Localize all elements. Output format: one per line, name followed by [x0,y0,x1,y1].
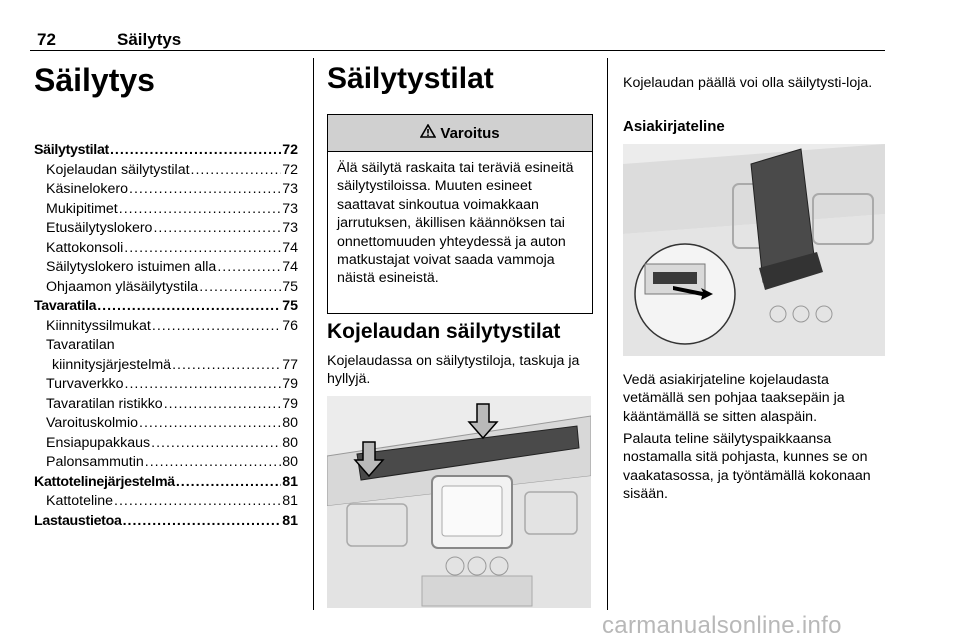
instruction-paragraph-1: Vedä asiakirjateline kojelaudasta vetämällä sen pohjaa taaksepäin ja kääntämällä se sitten alaspäin. [623,372,845,425]
warning-triangle-icon [420,124,436,142]
toc-leader-dots [124,239,281,259]
toc-entry-page: 74 [282,239,298,256]
toc-section-entry[interactable] [34,473,298,493]
toc-leader-dots [176,473,281,493]
toc-entry[interactable] [34,395,298,415]
toc-entry-label: Kiinnityssilmukat [46,317,151,334]
toc-entry-label: Varoituskolmio [46,415,138,431]
toc-entry-page: 72 [282,142,298,158]
toc-leader-dots [151,434,281,454]
toc-entry-page: 81 [282,493,298,509]
column-divider-1 [313,58,314,610]
document-holder-heading: Asiakirjateline [623,118,725,135]
toc-entry-label: Lastaustietoa [34,512,122,529]
instruction-paragraph-2: Palauta teline säilytyspaikkaansa nostamalla sitä pohjasta, kunnes se on vaakatasossa, ja työntämällä kokonaan sisään. [623,431,871,503]
toc-entry-label: Tavaratilan ristikko [46,395,163,412]
toc-entry[interactable] [34,375,298,395]
toc-entry[interactable] [34,453,298,473]
toc-entry[interactable] [34,239,298,259]
toc-section-entry[interactable] [34,512,298,532]
section-paragraph: Kojelaudassa on säilytystiloja, taskuja ja hyllyjä. [327,353,580,388]
toc-section-entry[interactable] [34,141,298,161]
toc-leader-dots [139,414,281,434]
toc-entry-label: Mukipitimet [46,200,118,217]
warning-text: Älä säilytä raskaita tai teräviä esineitä säilytystiloissa. Muuten esineet saattavat sinkoutua voimakkaan jarrutuksen, äkillisen käännöksen tai onnettomuuden yhteydessä ja auton matkustajat voivat saada vammoja näistä esineistä. [337,160,574,287]
toc-entry-label: Tavaratilan [46,337,115,353]
toc-entry-label: Kattotelinejärjestelmä [34,473,175,490]
toc-section-entry[interactable] [34,297,298,317]
document-holder-illustration [623,144,885,356]
toc-entry-label: kiinnitysjärjestelmä [52,356,172,373]
toc-entry-page: 80 [282,415,298,431]
warning-heading: Varoitus [440,124,500,142]
section-heading: Kojelaudan säilytystilat [327,320,561,343]
toc-entry-page: 76 [282,317,298,334]
toc-entry[interactable] [34,278,298,298]
toc-entry[interactable] [34,180,298,200]
toc-entry-label: Ohjaamon yläsäilytystila [46,278,199,295]
toc-entry-page: 75 [282,298,298,314]
toc-entry-label: Palonsammutin [46,454,144,470]
toc-entry-label: Kattokonsoli [46,239,124,256]
watermark: carmanualsonline.info [602,612,842,639]
column-divider-2 [607,58,608,610]
toc-entry-page: 81 [282,473,298,490]
toc-entry-page: 80 [282,434,298,451]
intro-paragraph: Kojelaudan päällä voi olla säilytysti-loja. [623,75,873,91]
toc-entry-label: Etusäilytyslokero [46,220,153,236]
toc-leader-dots [114,492,281,512]
toc-entry-label: Tavaratila [34,298,97,314]
toc-entry-label: Kattoteline [46,493,114,509]
toc-leader-dots [199,278,281,298]
toc-leader-dots [152,317,281,337]
toc-leader-dots [129,180,281,200]
toc-entry-page: 77 [282,356,298,373]
section-title: Säilytystilat [327,62,494,95]
toc-leader-dots [123,512,282,532]
toc-entry-page: 79 [282,395,298,412]
toc-entry[interactable] [34,161,298,181]
toc-entry-page: 80 [282,454,298,470]
toc-entry-label: Turvaverkko [46,376,124,392]
toc-leader-dots [97,297,281,317]
toc-entry-page: 75 [282,278,298,295]
toc-leader-dots [110,141,281,161]
toc-leader-dots [119,200,281,220]
chapter-title: Säilytys [34,62,155,98]
toc-leader-dots [153,219,281,239]
toc-entry-label: Ensiapupakkaus [46,434,151,451]
toc-entry[interactable] [34,492,298,512]
warning-header [328,115,592,152]
toc-leader-dots [217,258,281,278]
toc-leader-dots [191,161,282,181]
toc-leader-dots [164,395,282,415]
toc-entry-label: Säilytyslokero istuimen alla [46,259,217,275]
toc-entry[interactable] [34,434,298,454]
running-header-title: Säilytys [117,30,182,49]
toc-entry-page: 72 [282,161,298,178]
toc-entry[interactable] [34,219,298,239]
toc-entry-page: 73 [282,181,298,197]
toc-entry-page: 79 [282,376,298,392]
toc-entry[interactable] [34,336,298,356]
toc-entry-page: 73 [282,200,298,217]
toc-leader-dots [125,375,282,395]
toc-leader-dots [172,356,281,376]
toc-entry-label: Säilytystilat [34,142,109,158]
warning-box [327,114,593,314]
toc-entry[interactable] [34,258,298,278]
dashboard-storage-illustration [327,396,591,608]
page-number: 72 [37,30,56,49]
toc-entry-page: 73 [282,220,298,236]
toc-entry-page: 74 [282,259,298,275]
toc-entry[interactable] [34,414,298,434]
toc-entry-page: 81 [282,512,298,529]
toc-entry[interactable] [34,317,298,337]
toc-entry-label: Käsinelokero [46,181,129,197]
toc-entry-label: Kojelaudan säilytystilat [46,161,190,178]
toc-leader-dots [145,453,281,473]
header-rule [30,50,885,51]
toc-entry[interactable] [34,356,298,376]
toc-entry[interactable] [34,200,298,220]
table-of-contents [34,141,298,531]
